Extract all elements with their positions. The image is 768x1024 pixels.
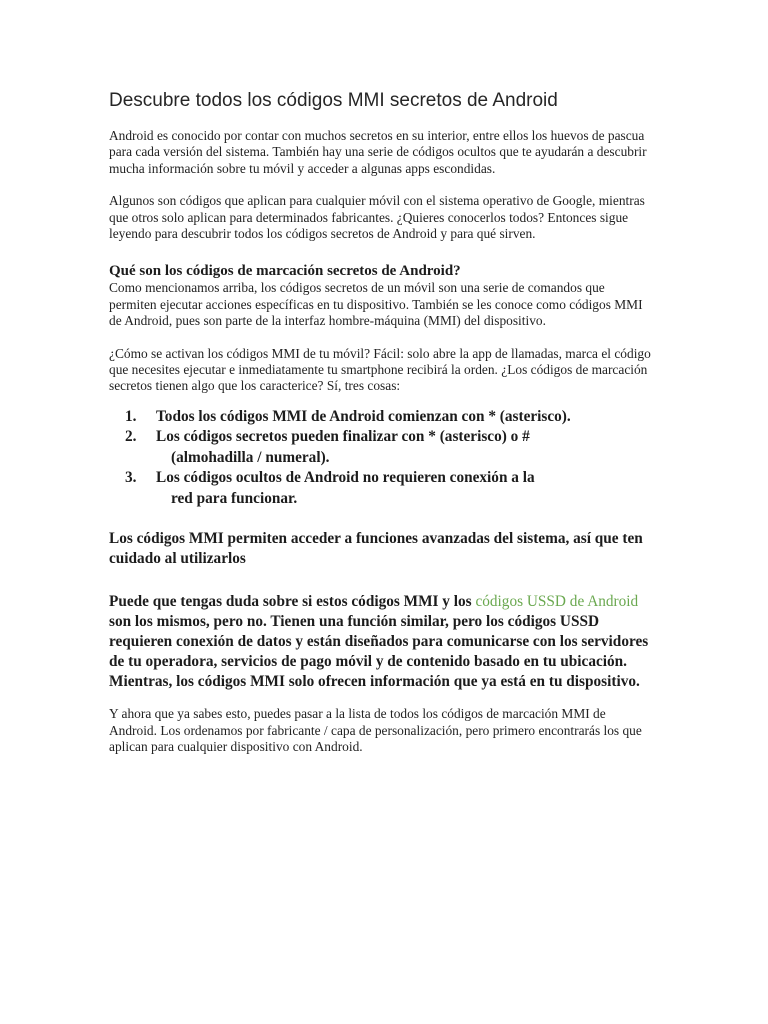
list-item	[109, 468, 654, 509]
characteristics-list	[109, 407, 654, 510]
warning-paragraph: Los códigos MMI permiten acceder a funciones avanzadas del sistema, así que ten cuidado al utilizarlos	[109, 530, 643, 568]
article-title: Descubre todos los códigos MMI secretos de Android	[109, 90, 558, 111]
list-item-continuation: (almohadilla / numeral).	[171, 448, 330, 466]
list-item-number: 2.	[125, 428, 137, 446]
ussd-paragraph	[109, 592, 654, 692]
ussd-text-after: son los mismos, pero no. Tienen una función similar, pero los códigos USSD requieren conexión de datos y están diseñados para comunicarse con los servidores de tu operadora, servicios de pago móvil y de contenido basado en tu ubicación. Mientras, los códigos MMI solo ofrecen información que ya está en tu dispositivo.	[109, 613, 649, 691]
list-item-text: Los códigos secretos pueden finalizar con * (asterisco) o #	[156, 428, 530, 446]
list-item	[109, 427, 654, 468]
section-paragraph-1: Como mencionamos arriba, los códigos secretos de un móvil son una serie de comandos que permiten ejecutar acciones específicas en tu dispositivo. También se les conoce como códigos MMI de Android, pues son parte de la interfaz hombre-máquina (MMI) del dispositivo.	[109, 280, 643, 329]
list-item-number: 1.	[125, 407, 137, 425]
section-paragraph-2: ¿Cómo se activan los códigos MMI de tu móvil? Fácil: solo abre la app de llamadas, marca el código que necesites ejecutar e inmediatamente tu smartphone recibirá la orden. ¿Los códigos de marcación secretos tienen algo que los caracterice? Sí, tres cosas:	[109, 345, 651, 394]
list-item-text: Los códigos ocultos de Android no requieren conexión a la	[156, 469, 535, 487]
ussd-text-before: Puede que tengas duda sobre si estos códigos MMI y los	[109, 593, 476, 611]
intro-paragraph-2: Algunos son códigos que aplican para cualquier móvil con el sistema operativo de Google, mientras que otros solo aplican para determinados fabricantes. ¿Quieres conocerlos todos? Entonces sigue leyendo para descubrir todos los códigos secretos de Android y para qué sirven.	[109, 193, 645, 242]
section-heading: Qué son los códigos de marcación secretos de Android?	[109, 263, 461, 280]
closing-paragraph: Y ahora que ya sabes esto, puedes pasar a la lista de todos los códigos de marcación MMI de Android. Los ordenamos por fabricante / capa de personalización, pero primero encontrarás los que aplican para cualquier dispositivo con Android.	[109, 706, 642, 755]
ussd-codes-link[interactable]: códigos USSD de Android	[475, 593, 639, 611]
list-item	[109, 407, 654, 428]
list-item-continuation: red para funcionar.	[171, 489, 298, 507]
article	[109, 88, 654, 772]
list-item-number: 3.	[125, 469, 137, 487]
list-item-text: Todos los códigos MMI de Android comienzan con * (asterisco).	[156, 407, 571, 425]
intro-paragraph-1: Android es conocido por contar con muchos secretos en su interior, entre ellos los huevos de pascua para cada versión del sistema. También hay una serie de códigos ocultos que te ayudarán a descubrir mucha información sobre tu móvil y acceder a algunas apps escondidas.	[109, 128, 647, 176]
